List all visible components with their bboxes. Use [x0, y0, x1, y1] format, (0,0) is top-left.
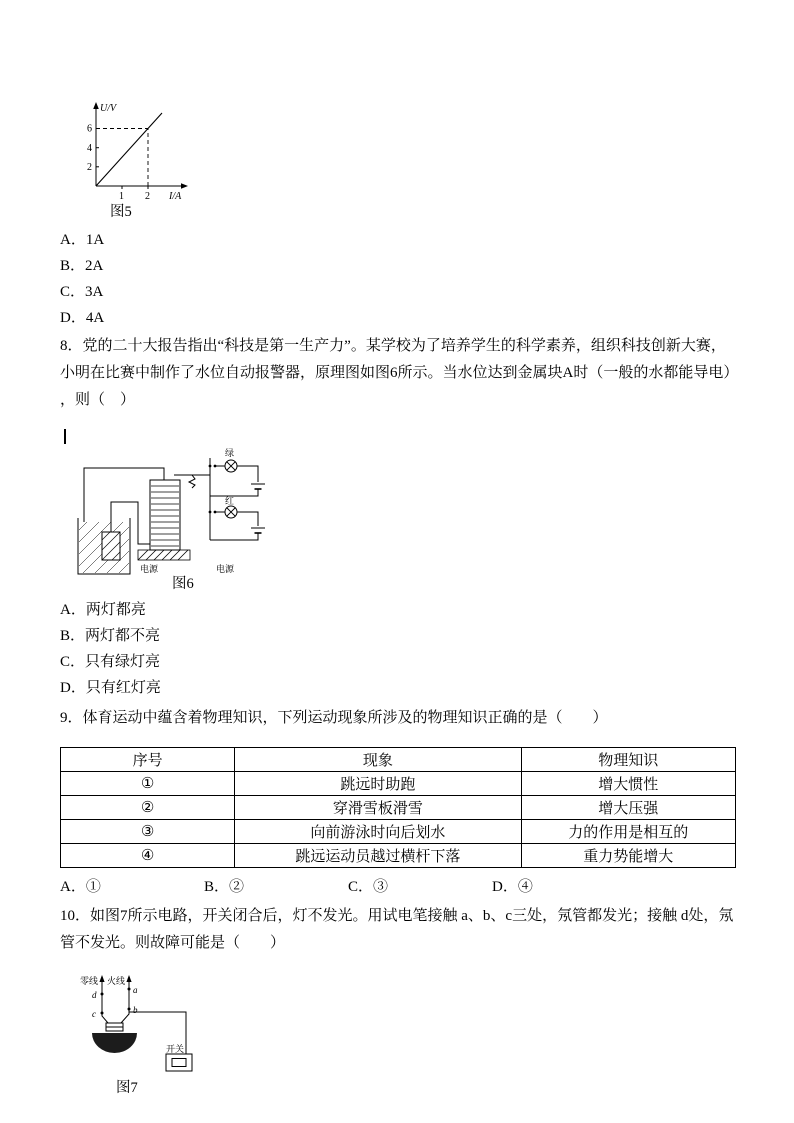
red-lamp-label: 红: [225, 496, 235, 506]
q9-table: [60, 747, 736, 868]
point-a-label: a: [133, 985, 138, 995]
table-cell: ①: [61, 772, 235, 796]
figure-5-caption: 图5: [110, 204, 132, 220]
point-b-label: b: [133, 1005, 138, 1015]
power-label-right: 电源: [216, 564, 235, 574]
point-d-label: d: [92, 990, 97, 1000]
x-axis-arrow: [181, 183, 188, 189]
q9-option-a: A．①: [60, 879, 101, 895]
figure-5: [84, 100, 736, 221]
green-lamp-label: 绿: [225, 448, 235, 458]
plotted-line: [96, 113, 162, 186]
figure-6: [74, 446, 736, 593]
q7-options: [60, 227, 736, 331]
table-cell: 穿滑雪板滑雪: [235, 796, 521, 820]
y-axis-arrow: [93, 102, 99, 109]
table-header-row: [61, 748, 736, 772]
figure-7-circuit: [80, 972, 210, 1080]
coil-base: [138, 550, 190, 560]
figure-6-circuit: [74, 446, 274, 576]
q7-option-d: D．4A: [60, 310, 105, 326]
table-header-zhishi: 物理知识: [521, 748, 735, 772]
lamp-bulb-icon: [92, 1033, 137, 1053]
neutral-wire-label: 零线: [80, 976, 99, 986]
live-arrow: [126, 975, 131, 982]
table-cell: ②: [61, 796, 235, 820]
live-wire-label: 火线: [107, 976, 126, 986]
y-tick-2: 2: [87, 162, 92, 173]
question-9-text: 9．体育运动中蕴含着物理知识，下列运动现象所涉及的物理知识正确的是（ ）: [60, 710, 608, 726]
x-tick-2: 2: [145, 191, 150, 202]
table-row: [61, 844, 736, 868]
table-cell: ④: [61, 844, 235, 868]
x-axis-label: I/A: [169, 191, 182, 202]
point-c-label: c: [92, 1009, 96, 1019]
wire-electrode-left: [84, 468, 164, 522]
table-row: [61, 820, 736, 844]
figure-7: [80, 972, 736, 1097]
table-cell: 重力势能增大: [521, 844, 735, 868]
table-row: [61, 772, 736, 796]
table-header-xianxiang: 现象: [235, 748, 521, 772]
q7-option-a: A．1A: [60, 232, 105, 248]
red-lamp-circuit: [210, 506, 265, 540]
cursor-artifact: [64, 429, 66, 444]
q9-option-d: D．④: [492, 879, 533, 895]
q8-option-a: A．两灯都亮: [60, 602, 146, 618]
axes: [96, 108, 183, 189]
table-cell: 增大惯性: [521, 772, 735, 796]
table-header-xuhao: 序号: [61, 748, 235, 772]
switch-label: 开关: [166, 1044, 185, 1054]
table-cell: ③: [61, 820, 235, 844]
x-tick-1: 1: [119, 191, 124, 202]
lamp-socket: [106, 1023, 123, 1031]
y-axis-label: U/V: [100, 103, 117, 114]
table-row: [61, 796, 736, 820]
q9-option-c: C．③: [348, 879, 389, 895]
q8-option-b: B．两灯都不亮: [60, 628, 161, 644]
figure-5-graph: [84, 100, 190, 204]
relay-armature: [174, 458, 210, 540]
green-lamp-circuit: [210, 460, 265, 496]
exam-content: [60, 0, 736, 1097]
metal-block-a: [102, 532, 120, 560]
table-cell: 向前游泳时向后划水: [235, 820, 521, 844]
figure-7-caption: 图7: [116, 1080, 138, 1096]
question-10-text: 10．如图7所示电路，开关闭合后，灯不发光。用试电笔接触 a、b、c三处，氖管都发光；接触 d处，氖管不发光。则故障可能是（ ）: [60, 908, 734, 951]
q9-options: [60, 874, 736, 901]
q8-option-c: C．只有绿灯亮: [60, 654, 161, 670]
q7-option-c: C．3A: [60, 284, 104, 300]
table-cell: 增大压强: [521, 796, 735, 820]
y-tick-4: 4: [87, 143, 92, 154]
table-cell: 力的作用是相互的: [521, 820, 735, 844]
test-points: [101, 988, 131, 1015]
figure-6-caption: 图6: [172, 576, 194, 592]
neutral-arrow: [99, 975, 104, 982]
q8-options: [60, 597, 736, 701]
q7-option-b: B．2A: [60, 258, 104, 274]
electromagnet-coil: [150, 480, 180, 550]
q8-option-d: D．只有红灯亮: [60, 680, 161, 696]
table-cell: 跳远运动员越过横杆下落: [235, 844, 521, 868]
question-8-text: 8．党的二十大报告指出“科技是第一生产力”。某学校为了培养学生的科学素养，组织科技创新大赛，小明在比赛中制作了水位自动报警器，原理图如图6所示。当水位达到金属块A时（一般的水都能导电），则（ ）: [60, 338, 731, 408]
q9-option-b: B．②: [204, 879, 245, 895]
switch-box: [166, 1054, 192, 1071]
power-label-left: 电源: [140, 564, 159, 574]
y-tick-6: 6: [87, 123, 92, 135]
table-cell: 跳远时助跑: [235, 772, 521, 796]
